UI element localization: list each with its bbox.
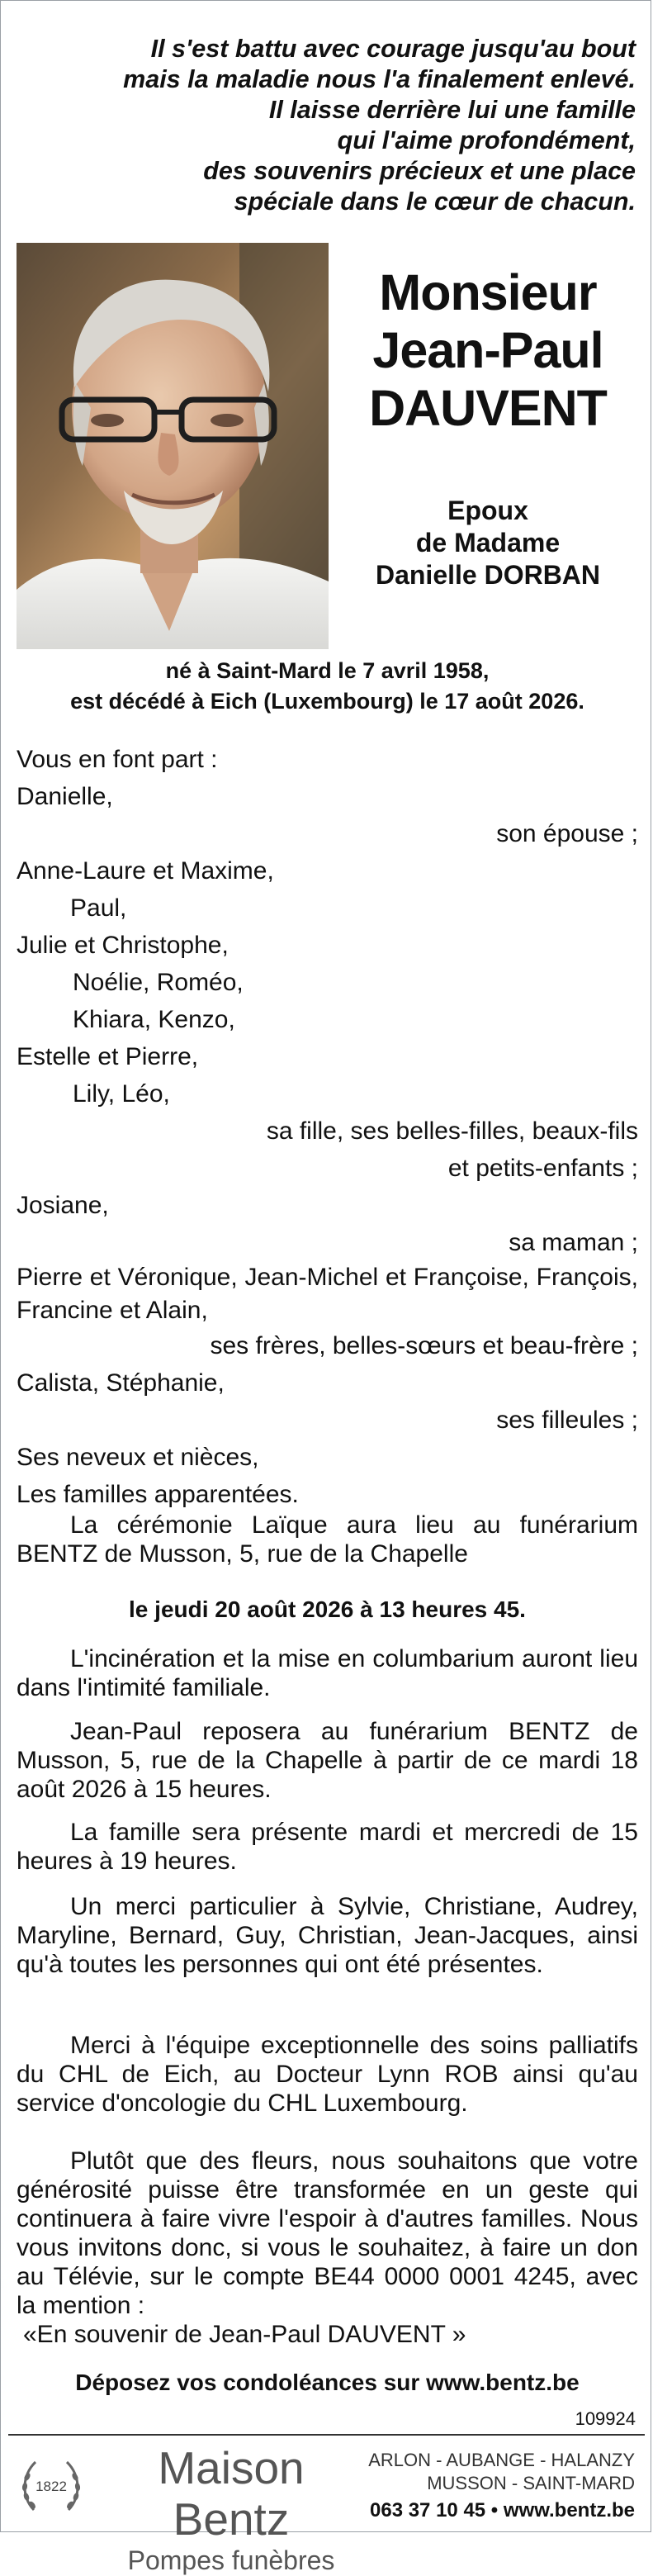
quote-block (41, 34, 636, 217)
birth-line: né à Saint-Mard le 7 avril 1958, (165, 658, 490, 683)
paragraph-presence (17, 1818, 638, 1876)
spouse-line: Danielle DORBAN (375, 560, 601, 590)
reference-number: 109924 (575, 2408, 636, 2429)
brand-subtitle: Pompes funèbres (127, 2545, 335, 2575)
quote-line: Il s'est battu avec courage jusqu'au bout (150, 35, 636, 63)
name-line: Monsieur (379, 264, 597, 320)
family-line: Paul, (70, 894, 127, 922)
family-line: Les familles apparentées. (17, 1481, 299, 1508)
paragraph-text: La famille sera présente mardi et mercredi de 15 heures à 19 heures. (17, 1819, 638, 1875)
spouse-line: Epoux (447, 496, 528, 525)
family-relation: et petits-enfants ; (447, 1155, 638, 1182)
family-relation: ses frères, belles-sœurs et beau-frère ; (210, 1332, 638, 1359)
portrait-photo (17, 243, 329, 649)
family-line: Estelle et Pierre, (17, 1043, 199, 1070)
family-relation: sa maman ; (509, 1229, 638, 1256)
laurel-seal-icon (17, 2452, 85, 2520)
family-line: Calista, Stéphanie, (17, 1369, 225, 1397)
family-relation: ses filleules ; (496, 1407, 638, 1434)
family-line: Vous en font part : (17, 746, 218, 773)
spouse-line: de Madame (415, 528, 561, 557)
locations (362, 2449, 635, 2495)
family-line: Ses neveux et nièces, (17, 1444, 259, 1471)
paragraph-text: L'incinération et la mise en columbarium auront lieu dans l'intimité familiale. (17, 1645, 638, 1701)
family-relation: sa fille, ses belles-filles, beaux-fils (266, 1117, 638, 1145)
paragraph-thanks (17, 1892, 638, 1979)
locations-line: ARLON - AUBANGE - HALANZY (368, 2450, 635, 2470)
funeral-home-footer (8, 2434, 645, 2575)
paragraph-text: Merci à l'équipe exceptionnelle des soins palliatifs du CHL de Eich, au Docteur Lynn ROB ainsi qu'au service d'oncologie du CHL Luxembourg. (17, 2032, 638, 2117)
name-line: Jean-Paul (372, 322, 603, 378)
family-line: Josiane, (17, 1192, 109, 1219)
paragraph-text: Jean-Paul reposera au funérarium BENTZ de Musson, 5, rue de la Chapelle à partir de ce mardi 18 août 2026 à 15 heures. (17, 1718, 638, 1803)
condolences-link[interactable]: Déposez vos condoléances sur www.bentz.be (75, 2370, 580, 2395)
ceremony-paragraph: La cérémonie Laïque aura lieu au funérarium BENTZ de Musson, 5, rue de la Chapelle (17, 1511, 638, 1568)
death-line: est décédé à Eich (Luxembourg) le 17 août 2026. (70, 689, 584, 714)
seal-year: 1822 (35, 2479, 67, 2494)
quote-line: spéciale dans le cœur de chacun. (234, 187, 636, 216)
family-line: Pierre et Véronique, Jean-Michel et Françoise, François, Francine et Alain, (17, 1264, 638, 1324)
family-line: Anne-Laure et Maxime, (17, 857, 274, 885)
birth-death-info (17, 656, 638, 717)
family-line: Khiara, Kenzo, (73, 1006, 235, 1033)
quote-line: mais la maladie nous l'a finalement enlevé. (123, 65, 636, 93)
ceremony-text (17, 1511, 638, 1568)
paragraph-donation (17, 2147, 638, 2349)
quote-line: des souvenirs précieux et une place (203, 157, 636, 185)
family-line: Noélie, Roméo, (73, 969, 244, 996)
paragraph-visitation (17, 1717, 638, 1804)
ceremony-date: le jeudi 20 août 2026 à 13 heures 45. (129, 1596, 526, 1622)
family-line: Lily, Léo, (73, 1080, 170, 1108)
locations-line: MUSSON - SAINT-MARD (427, 2473, 635, 2493)
paragraph-incineration (17, 1644, 638, 1702)
contact-line[interactable]: 063 37 10 45 • www.bentz.be (370, 2499, 635, 2521)
paragraph-palliative (17, 2031, 638, 2118)
quote-line: qui l'aime profondément, (337, 126, 636, 154)
donation-mention: «En souvenir de Jean-Paul DAUVENT » (23, 2321, 466, 2348)
name-line: DAUVENT (369, 380, 607, 436)
paragraph-text: Un merci particulier à Sylvie, Christiane, Audrey, Maryline, Bernard, Guy, Christian, Jean-Jacques, ainsi qu'à toutes les personnes qui ont été présentes. (17, 1893, 638, 1978)
spouse-block (335, 495, 641, 591)
family-line: Julie et Christophe, (17, 932, 229, 959)
family-list (17, 741, 638, 1513)
brand-name: Maison Bentz (158, 2442, 305, 2545)
deceased-name (335, 263, 641, 437)
paragraph-text: Plutôt que des fleurs, nous souhaitons que votre générosité puisse être transformée en un geste qui continuera à faire vivre l'espoir à d'autres familles. Nous vous invitons donc, si vous le souhaitez, à faire un don au Télévie, sur le compte BE44 0000 0001 4245, avec la mention : (17, 2147, 638, 2319)
family-line: Danielle, (17, 783, 113, 810)
brand (99, 2442, 363, 2576)
quote-line: Il laisse derrière lui une famille (268, 96, 636, 124)
family-relation: son épouse ; (496, 820, 638, 847)
